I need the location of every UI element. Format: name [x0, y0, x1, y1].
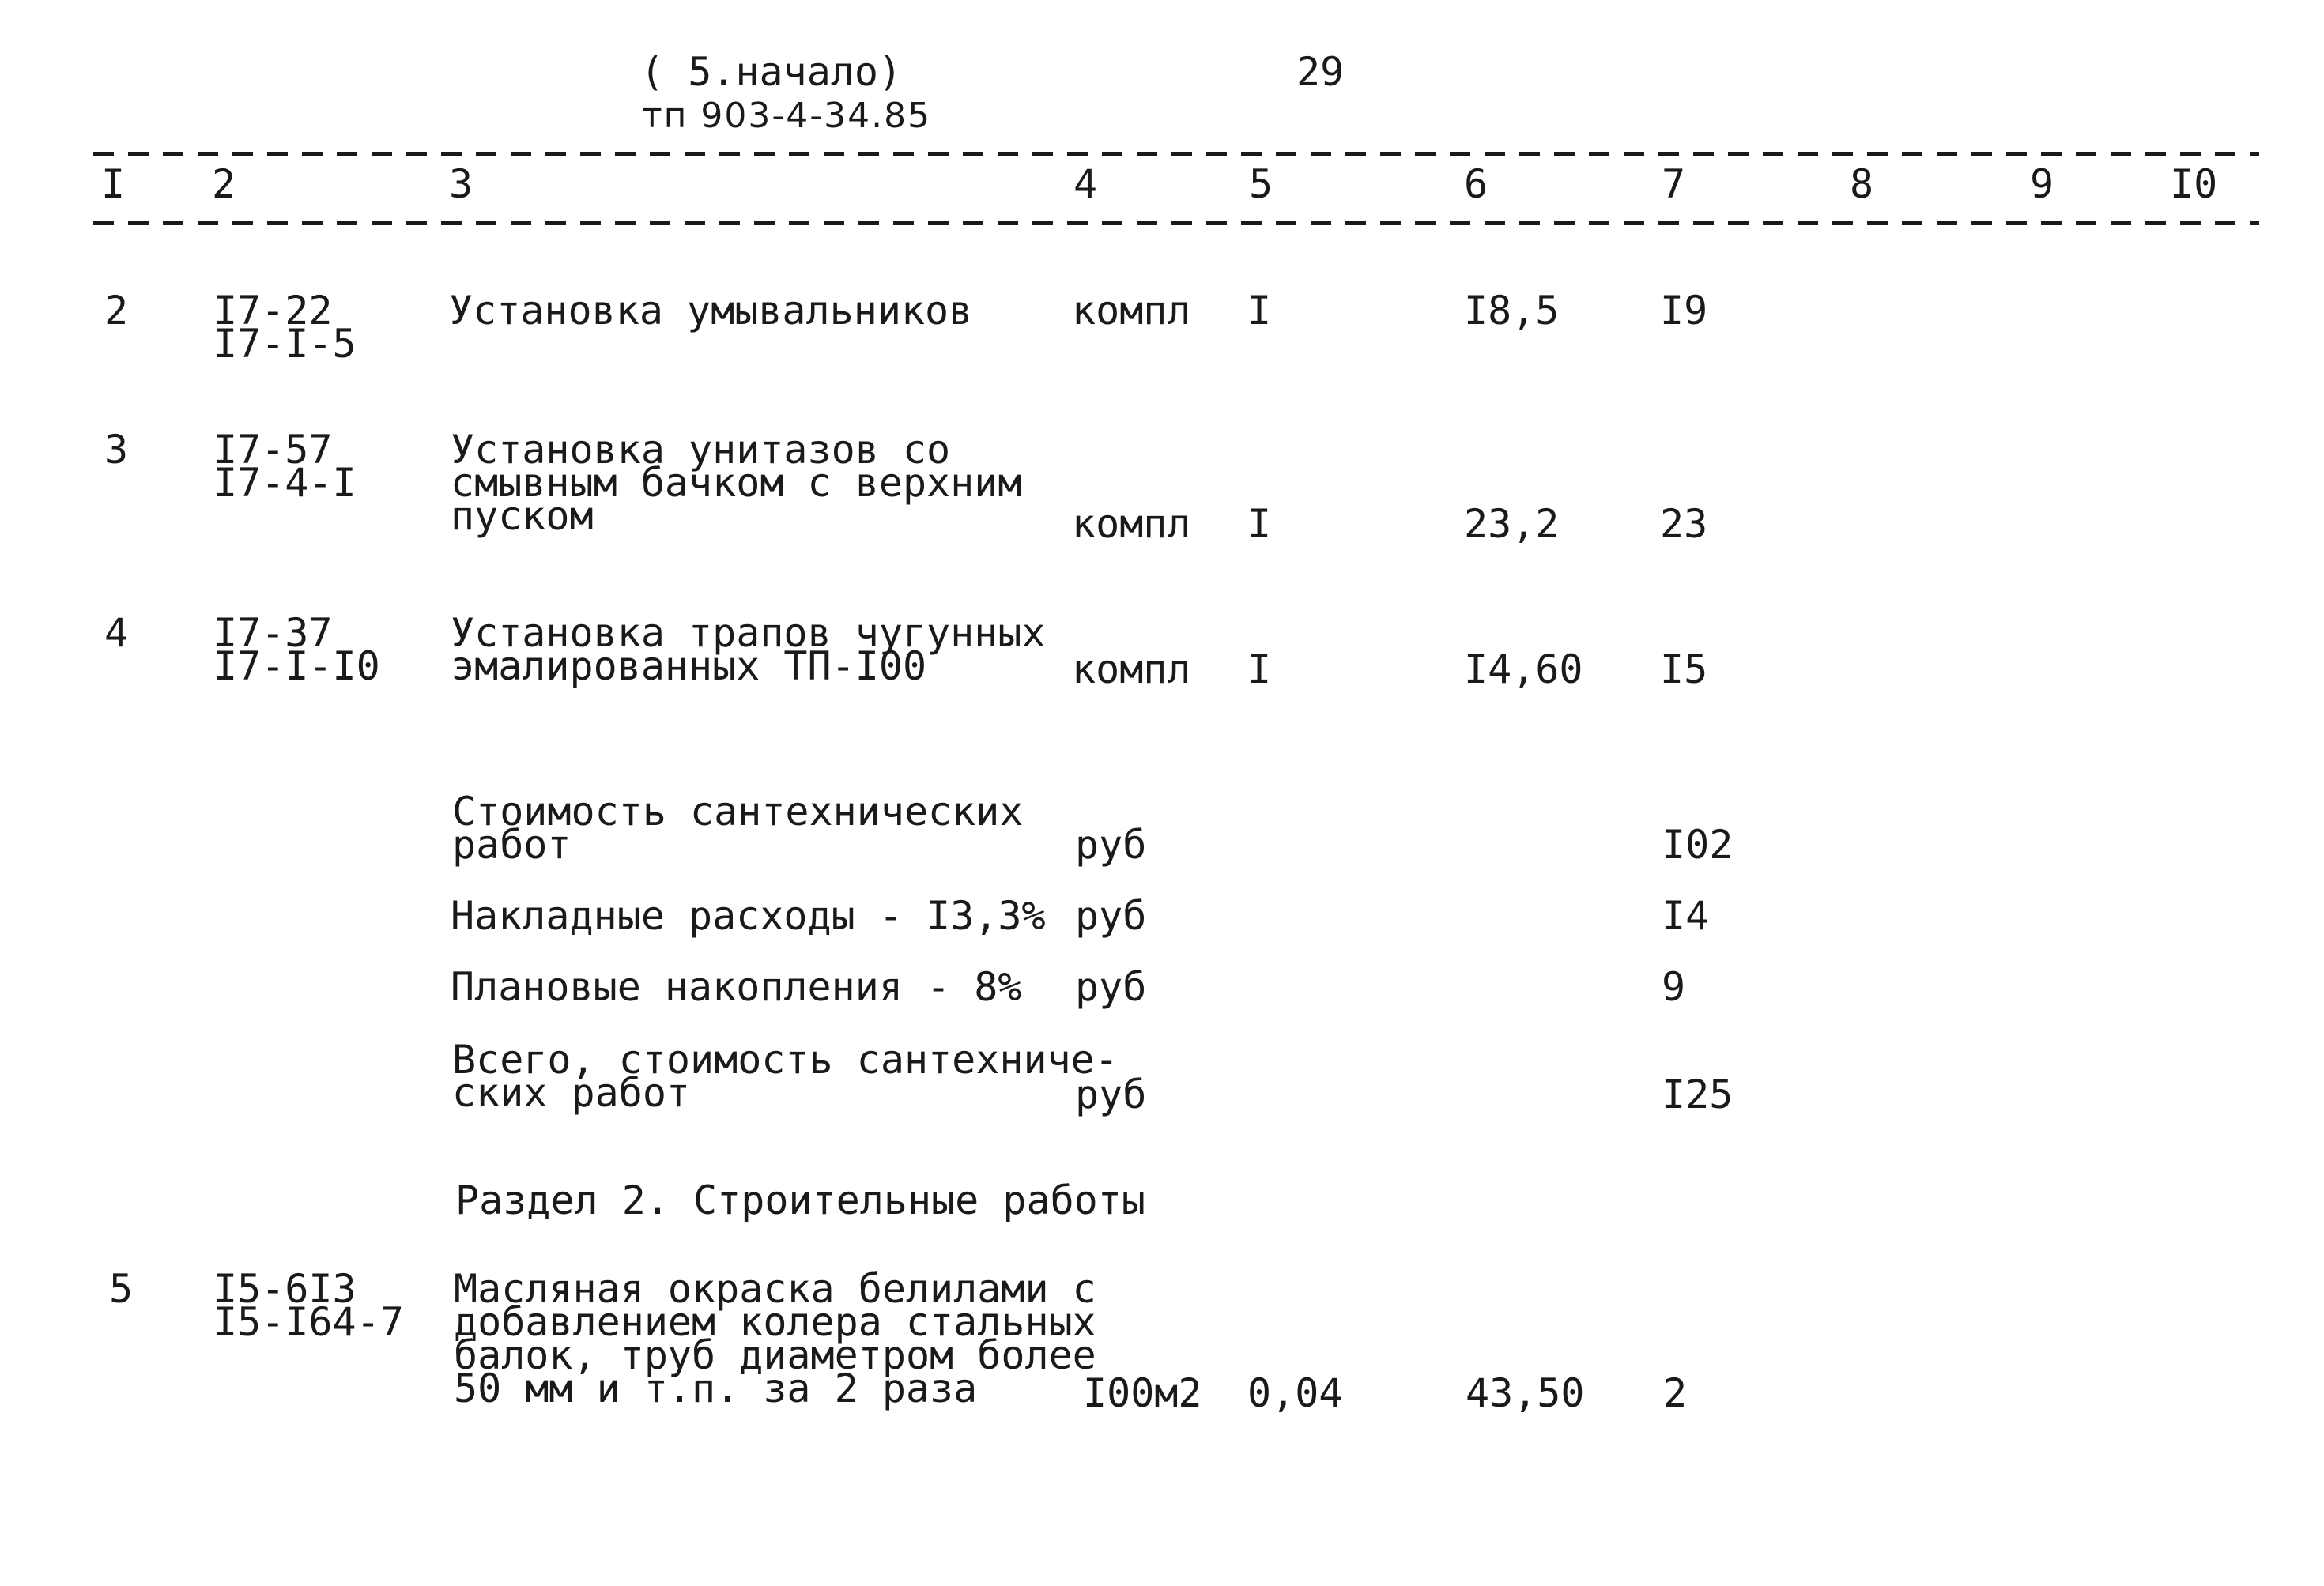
summary-overhead-value: I4	[1662, 893, 1710, 939]
row-2-num: 2	[104, 288, 129, 333]
row-2-unit: компл	[1072, 288, 1191, 333]
row-4-qty: I	[1247, 646, 1272, 692]
row-5-qty: 0,04	[1247, 1370, 1343, 1416]
col-header-6: 6	[1464, 161, 1488, 207]
row-4-desc: Установка трапов чугунных эмалированных ТП-I00	[451, 610, 1046, 689]
doc-code: тп 903-4-34.85	[642, 96, 932, 136]
row-3-price: 23,2	[1464, 501, 1560, 547]
summary-profit-value: 9	[1662, 964, 1686, 1010]
summary-subtotal-value: I02	[1662, 822, 1734, 868]
col-header-7: 7	[1662, 161, 1686, 207]
row-3-desc: Установка унитазов со смывным бачком с верхним пуском	[451, 427, 1022, 539]
row-4-codes: I7-37 I7-I-I0	[213, 610, 380, 689]
summary-subtotal-unit: руб	[1075, 822, 1147, 868]
summary-subtotal-label: Стоимость сантехнических работ	[452, 789, 1024, 868]
row-3-num: 3	[104, 427, 129, 473]
row-3-unit: компл	[1072, 501, 1191, 547]
summary-profit-unit: руб	[1075, 964, 1147, 1010]
summary-overhead-unit: руб	[1075, 893, 1147, 939]
col-header-3: 3	[449, 161, 473, 207]
col-header-10: I0	[2170, 161, 2218, 207]
page-number: 29	[1296, 49, 1345, 95]
header-rule-bottom	[93, 221, 2259, 225]
row-5-num: 5	[109, 1266, 134, 1312]
summary-total-label: Всего, стоимость сантехниче- ских работ	[452, 1037, 1119, 1116]
col-header-5: 5	[1249, 161, 1273, 207]
row-4-price: I4,60	[1464, 646, 1583, 692]
section-2-title: Раздел 2. Строительные работы	[455, 1177, 1145, 1223]
col-header-9: 9	[2030, 161, 2054, 207]
row-2-price: I8,5	[1464, 288, 1560, 333]
col-header-1: I	[101, 161, 126, 207]
summary-total-unit: руб	[1075, 1072, 1147, 1117]
header-rule-top	[93, 152, 2259, 156]
section-note: ( 5.начало)	[640, 49, 903, 95]
row-5-price: 43,50	[1466, 1370, 1585, 1416]
row-2-qty: I	[1247, 288, 1272, 333]
summary-profit-label: Плановые накопления - 8%	[451, 964, 1022, 1010]
row-2-desc: Установка умывальников	[449, 288, 973, 333]
summary-overhead-label: Накладные расходы - I3,3%	[451, 893, 1046, 939]
row-3-cost: 23	[1660, 501, 1708, 547]
row-3-qty: I	[1247, 501, 1272, 547]
row-4-num: 4	[104, 610, 129, 656]
row-2-cost: I9	[1660, 288, 1708, 333]
col-header-2: 2	[212, 161, 236, 207]
row-2-codes: I7-22 I7-I-5	[213, 288, 357, 367]
row-4-unit: компл	[1072, 646, 1191, 692]
col-header-4: 4	[1073, 161, 1098, 207]
row-5-cost: 2	[1663, 1370, 1688, 1416]
row-5-desc: Масляная окраска белилами с добавлением колера стальных балок, труб диаметром более 50 мм и т.п. за 2 раза	[454, 1266, 1096, 1411]
row-4-cost: I5	[1660, 646, 1708, 692]
row-3-codes: I7-57 I7-4-I	[213, 427, 357, 506]
row-5-unit: I00м2	[1083, 1370, 1202, 1416]
summary-total-value: I25	[1662, 1072, 1734, 1117]
row-5-codes: I5-6I3 I5-I64-7	[213, 1266, 404, 1345]
col-header-8: 8	[1850, 161, 1874, 207]
